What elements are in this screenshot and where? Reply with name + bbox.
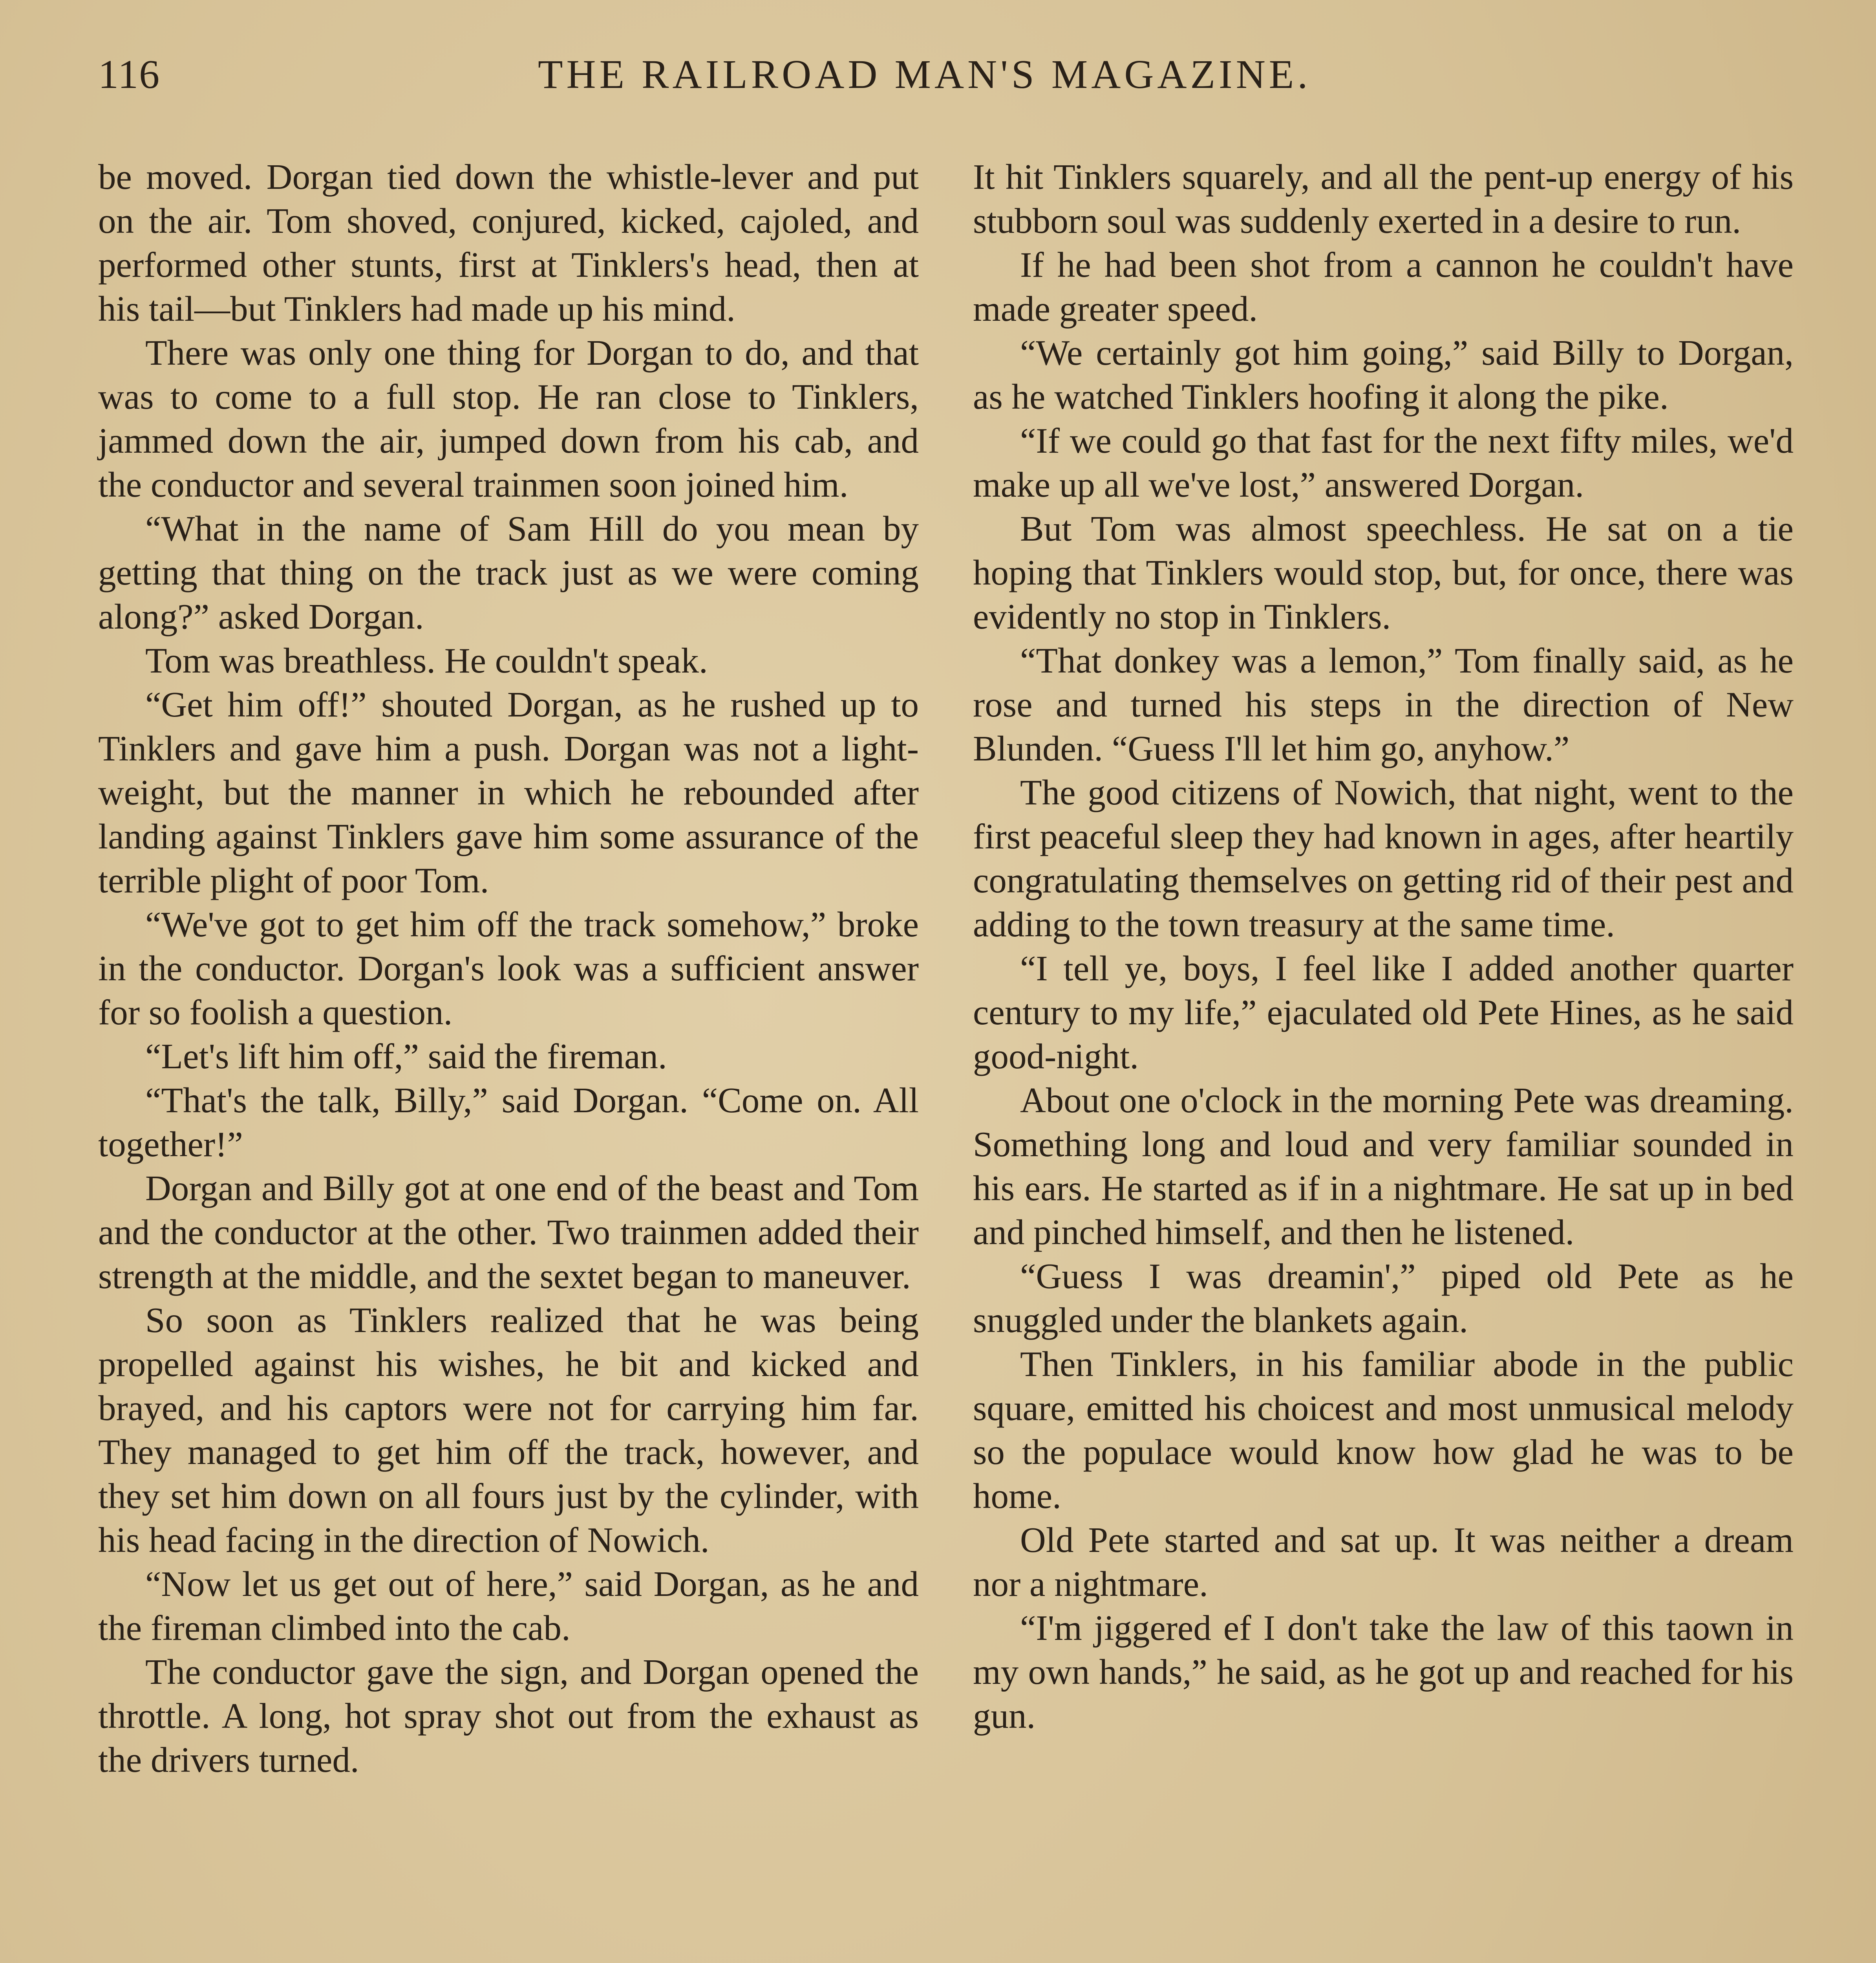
story-paragraph: “That's the talk, Billy,” said Dorgan. “Come on. All together!” — [98, 1080, 919, 1164]
magazine-title: THE RAILROAD MAN'S MAGAZINE. — [538, 52, 1311, 97]
story-paragraph: The conductor gave the sign, and Dorgan opened the throttle. A long, hot spray shot out from the exhaust as the drivers turned. — [98, 1652, 919, 1780]
story-paragraph: About one o'clock in the morning Pete was dreaming. Something long and loud and very familiar sounded in his ears. He started as if in a nightmare. He sat up in bed and pinched himself, and then he listened. — [973, 1080, 1794, 1252]
story-paragraph: “If we could go that fast for the next fifty miles, we'd make up all we've lost,” answered Dorgan. — [973, 421, 1794, 504]
story-paragraph: “That donkey was a lemon,” Tom finally said, as he rose and turned his steps in the direction of New Blunden. “Guess I'll let him go, anyhow.” — [973, 641, 1794, 768]
story-column-right — [973, 155, 1794, 1738]
story-paragraph: But Tom was almost speechless. He sat on a tie hoping that Tinklers would stop, but, for once, there was evidently no stop in Tinklers. — [973, 509, 1794, 636]
story-paragraph: Then Tinklers, in his familiar abode in the public square, emitted his choicest and most unmusical melody so the populace would know how glad he was to be home. — [973, 1344, 1794, 1516]
story-paragraph: Old Pete started and sat up. It was neither a dream nor a nightmare. — [973, 1520, 1794, 1604]
story-paragraph: If he had been shot from a cannon he couldn't have made greater speed. — [973, 245, 1794, 329]
story-paragraph: “I tell ye, boys, I feel like I added another quarter century to my life,” ejaculated old Pete Hines, as he said good-night. — [973, 949, 1794, 1076]
story-paragraph: “I'm jiggered ef I don't take the law of this taown in my own hands,” he said, as he got up and reached for his gun. — [973, 1608, 1794, 1736]
story-paragraph: “We certainly got him going,” said Billy to Dorgan, as he watched Tinklers hoofing it along the pike. — [973, 333, 1794, 417]
story-column-left — [98, 155, 919, 1782]
story-paragraph: “Guess I was dreamin',” piped old Pete as he snuggled under the blankets again. — [973, 1256, 1794, 1340]
running-header — [98, 51, 1798, 98]
story-paragraph: “Let's lift him off,” said the fireman. — [145, 1036, 667, 1076]
story-paragraph: “We've got to get him off the track somehow,” broke in the conductor. Dorgan's look was a sufficient answer for so foolish a question. — [98, 905, 919, 1032]
story-paragraph: There was only one thing for Dorgan to do, and that was to come to a full stop. He ran close to Tinklers, jammed down the air, jumped down from his cab, and the conductor and several trainmen soon joined him. — [98, 333, 919, 504]
story-paragraph: “Now let us get out of here,” said Dorgan, as he and the fireman climbed into the cab. — [98, 1564, 919, 1648]
story-paragraph: Tom was breathless. He couldn't speak. — [145, 641, 708, 680]
page-number: 116 — [98, 52, 161, 97]
story-paragraph: Dorgan and Billy got at one end of the beast and Tom and the conductor at the other. Two trainmen added their strength at the middle, and the sextet began to maneuver. — [98, 1168, 919, 1296]
story-paragraph: So soon as Tinklers realized that he was being propelled against his wishes, he bit and kicked and brayed, and his captors were not for carrying him far. They managed to get him off the track, however, and they set him down on all fours just by the cylinder, with his head facing in the direction of Nowich. — [98, 1300, 919, 1560]
story-paragraph: “What in the name of Sam Hill do you mean by getting that thing on the track just as we were coming along?” asked Dorgan. — [98, 509, 919, 636]
story-paragraph: It hit Tinklers squarely, and all the pent-up energy of his stubborn soul was suddenly exerted in a desire to run. — [973, 157, 1794, 241]
story-paragraph: be moved. Dorgan tied down the whistle-lever and put on the air. Tom shoved, conjured, kicked, cajoled, and performed other stunts, first at Tinklers's head, then at his tail—but Tinklers had made up his mind. — [98, 157, 919, 329]
story-paragraph: “Get him off!” shouted Dorgan, as he rushed up to Tinklers and gave him a push. Dorgan was not a light-weight, but the manner in which he rebounded after landing against Tinklers gave him some assurance of the terrible plight of poor Tom. — [98, 685, 919, 900]
story-paragraph: The good citizens of Nowich, that night, went to the first peaceful sleep they had known in ages, after heartily congratulating themselves on getting rid of their pest and adding to the town treasury at the same time. — [973, 773, 1794, 944]
